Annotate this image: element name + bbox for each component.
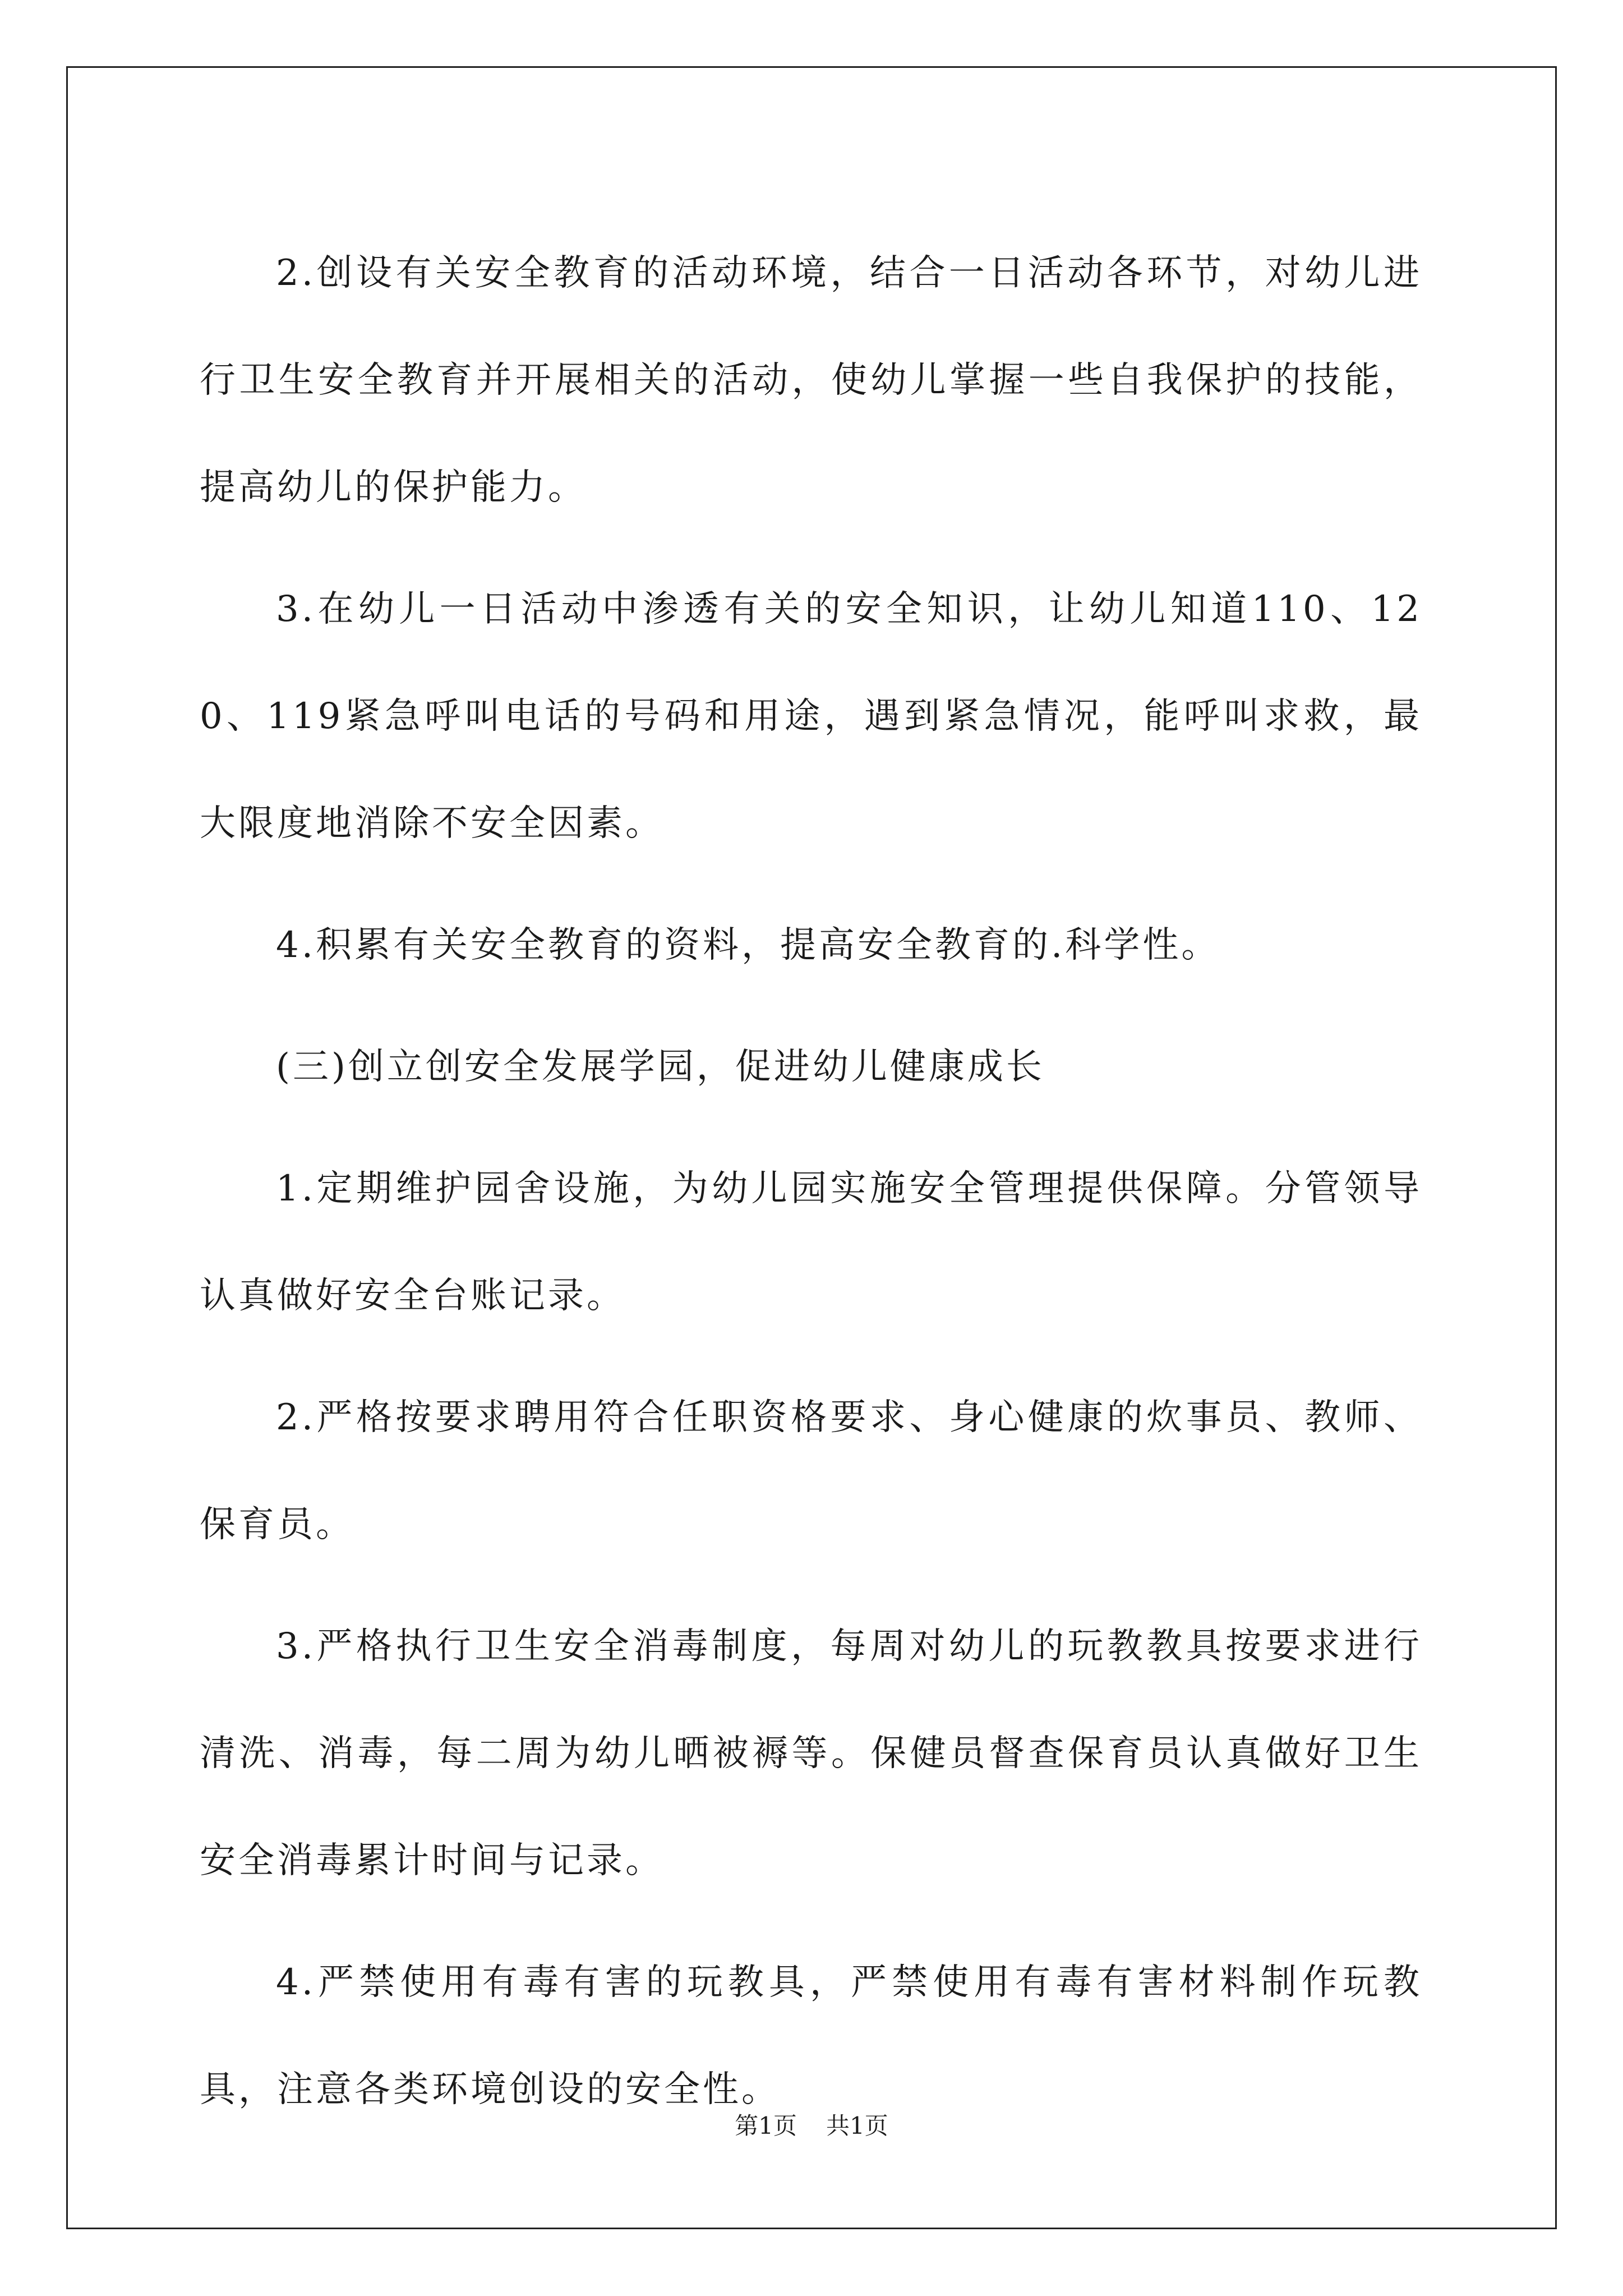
- paragraph: 2.创设有关安全教育的活动环境，结合一日活动各环节，对幼儿进行卫生安全教育并开展相关的活动，使幼儿掌握一些自我保护的技能，提高幼儿的保护能力。: [200, 252, 1422, 508]
- document-body: [200, 220, 1422, 2158]
- paragraph: 4.积累有关安全教育的资料，提高安全教育的.科学性。: [276, 924, 1220, 966]
- paragraph: 3.严格执行卫生安全消毒制度，每周对幼儿的玩教教具按要求进行清洗、消毒，每二周为幼儿晒被褥等。保健员督查保育员认真做好卫生安全消毒累计时间与记录。: [200, 1626, 1422, 1881]
- page-footer: [0, 2109, 1623, 2143]
- paragraph: 4.严禁使用有毒有害的玩教具，严禁使用有毒有害材料制作玩教具，注意各类环境创设的安全性。: [200, 1962, 1422, 2110]
- paragraph: 1.定期维护园舍设施，为幼儿园实施安全管理提供保障。分管领导认真做好安全台账记录。: [200, 1168, 1422, 1317]
- section-heading: (三)创立创安全发展学园，促进幼儿健康成长: [276, 1046, 1045, 1088]
- page-total: 共1页: [826, 2112, 888, 2139]
- paragraph: 2.严格按要求聘用符合任职资格要求、身心健康的炊事员、教师、保育员。: [200, 1397, 1422, 1545]
- paragraph: 3.在幼儿一日活动中渗透有关的安全知识，让幼儿知道110、120、119紧急呼叫电话的号码和用途，遇到紧急情况，能呼叫求救，最大限度地消除不安全因素。: [200, 588, 1422, 844]
- page-number: 第1页: [735, 2112, 797, 2139]
